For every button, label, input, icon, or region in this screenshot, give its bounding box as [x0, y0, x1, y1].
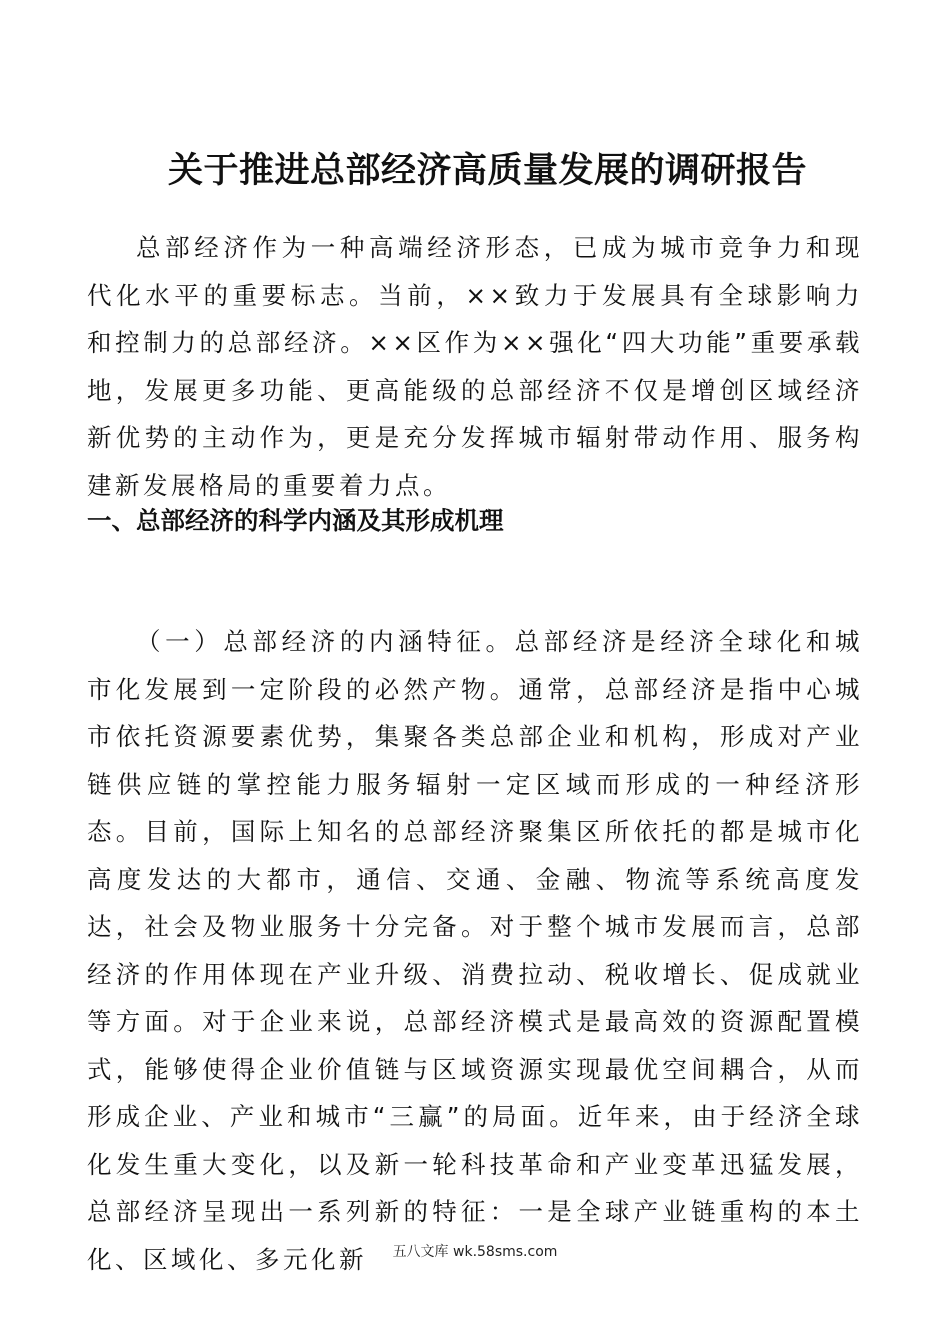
intro-paragraph: 总部经济作为一种高端经济形态，已成为城市竞争力和现代化水平的重要标志。当前，××致力于发展具有全球影响力和控制力的总部经济。××区作为××强化“四大功能”重要承载地，发展更多功能、更高能级的总部经济不仅是增创区域经济新优势的主动作为，更是充分发挥城市辐射带动作用、服务构建新发展格局的重要着力点。 — [87, 233, 863, 500]
footer-watermark: 五八文库 wk.58sms.com — [392, 1244, 558, 1260]
section-heading: 一、总部经济的科学内涵及其形成机理 — [87, 506, 504, 535]
section-paragraph: （一）总部经济的内涵特征。总部经济是经济全球化和城市化发展到一定阶段的必然产物。通常，总部经济是指中心城市依托资源要素优势，集聚各类总部企业和机构，形成对产业链供应链的掌控能力服务辐射一定区域而形成的一种经济形态。目前，国际上知名的总部经济聚集区所依托的都是城市化高度发达的大都市，通信、交通、金融、物流等系统高度发达，社会及物业服务十分完备。对于整个城市发展而言，总部经济的作用体现在产业升级、消费拉动、税收增长、促成就业等方面。对于企业来说，总部经济模式是最高效的资源配置模式，能够使得企业价值链与区域资源实现最优空间耦合，从而形成企业、产业和城市“三赢”的局面。近年来，由于经济全球化发生重大变化，以及新一轮科技革命和产业变革迅猛发展，总部经济呈现出一系列新的特征：一是全球产业链重构的本土化、区域化、多元化新 — [87, 627, 863, 1274]
document-title: 关于推进总部经济高质量发展的调研报告 — [168, 150, 808, 191]
